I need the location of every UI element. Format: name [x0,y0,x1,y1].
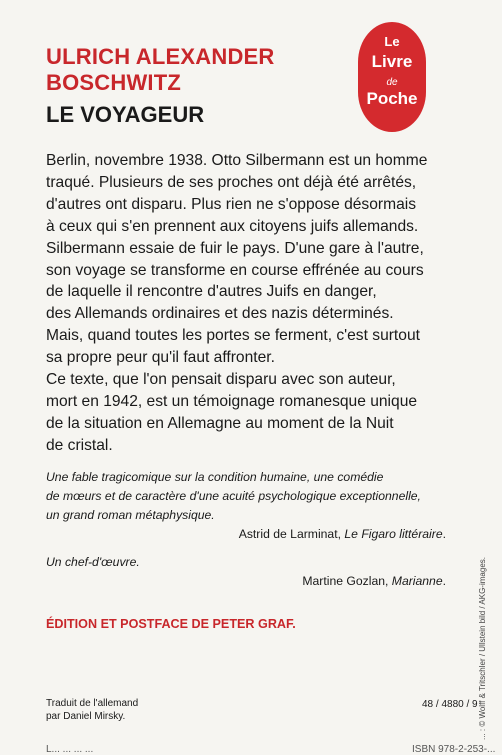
catalog-code: 48 / 4880 / 9 [422,699,478,710]
quote-attribution [239,527,446,541]
quote-source: Marianne [391,574,443,588]
quote-end: . [442,527,446,541]
quote-line: de mœurs et de caractère d'une acuité psychologique exceptionnelle, [46,489,421,503]
author-name: ULRICH ALEXANDER BOSCHWITZ [46,44,275,95]
synopsis-line: sa propre peur qu'il faut affronter. [46,349,275,367]
synopsis-line: à ceux qui s'en prennent aux citoyens juifs allemands. [46,217,419,235]
edition-note: ÉDITION ET POSTFACE DE PETER GRAF. [46,617,296,631]
synopsis-line: Berlin, novembre 1938. Otto Silbermann est un homme [46,152,428,169]
photo-credit: ... : © Wolff & Tritschler / Ullstein bild / AKG-images. [478,557,487,740]
synopsis [46,150,466,457]
synopsis-line: traqué. Plusieurs de ses proches ont déjà été arrêtés, [46,173,417,191]
translator-line: Traduit de l'allemand [46,698,139,709]
synopsis-line: d'autres ont disparu. Plus rien ne s'oppose désormais [46,195,417,213]
synopsis-line: mort en 1942, est un témoignage romanesque unique [46,392,418,410]
translator-credit [46,697,138,723]
synopsis-line: de laquelle il rencontre d'autres Juifs en danger, [46,283,377,301]
quote-source: Le Figaro littéraire [344,527,443,541]
synopsis-line: de cristal. [46,436,113,454]
quote-line: Une fable tragicomique sur la condition humaine, une comédie [46,470,384,484]
logo-de: de [386,77,398,88]
logo-poche: Poche [366,89,418,108]
synopsis-line: des Allemands ordinaires et des nazis déterminés. [46,305,394,323]
isbn-text: ISBN 978-2-253-... [412,744,496,755]
cut-off-text: L... ... ... ... [46,744,94,755]
press-quote-marianne [46,553,446,572]
quote-end: . [442,574,446,588]
quote-attribution [302,574,446,588]
quote-line: un grand roman métaphysique. [46,508,215,522]
quote-author: Astrid de Larminat, [238,527,345,541]
logo-le: Le [384,34,400,49]
quote-author: Martine Gozlan, [302,574,392,588]
synopsis-line: de la situation en Allemagne au moment de la Nuit [46,414,394,432]
synopsis-line: Ce texte, que l'on pensait disparu avec son auteur, [46,371,396,389]
synopsis-line: son voyage se transforme en course effrénée au cours [46,261,424,279]
synopsis-line: Mais, quand toutes les portes se ferment, c'est surtout [46,327,420,345]
translator-line: par Daniel Mirsky. [46,711,126,722]
press-quote-figaro [46,468,446,525]
synopsis-line: Silbermann essaie de fuir le pays. D'une gare à l'autre, [46,239,424,257]
livre-de-poche-logo [358,22,426,132]
book-title: LE VOYAGEUR [46,102,205,127]
quote-line: Un chef-d'œuvre. [46,555,140,569]
logo-livre: Livre [371,52,413,71]
